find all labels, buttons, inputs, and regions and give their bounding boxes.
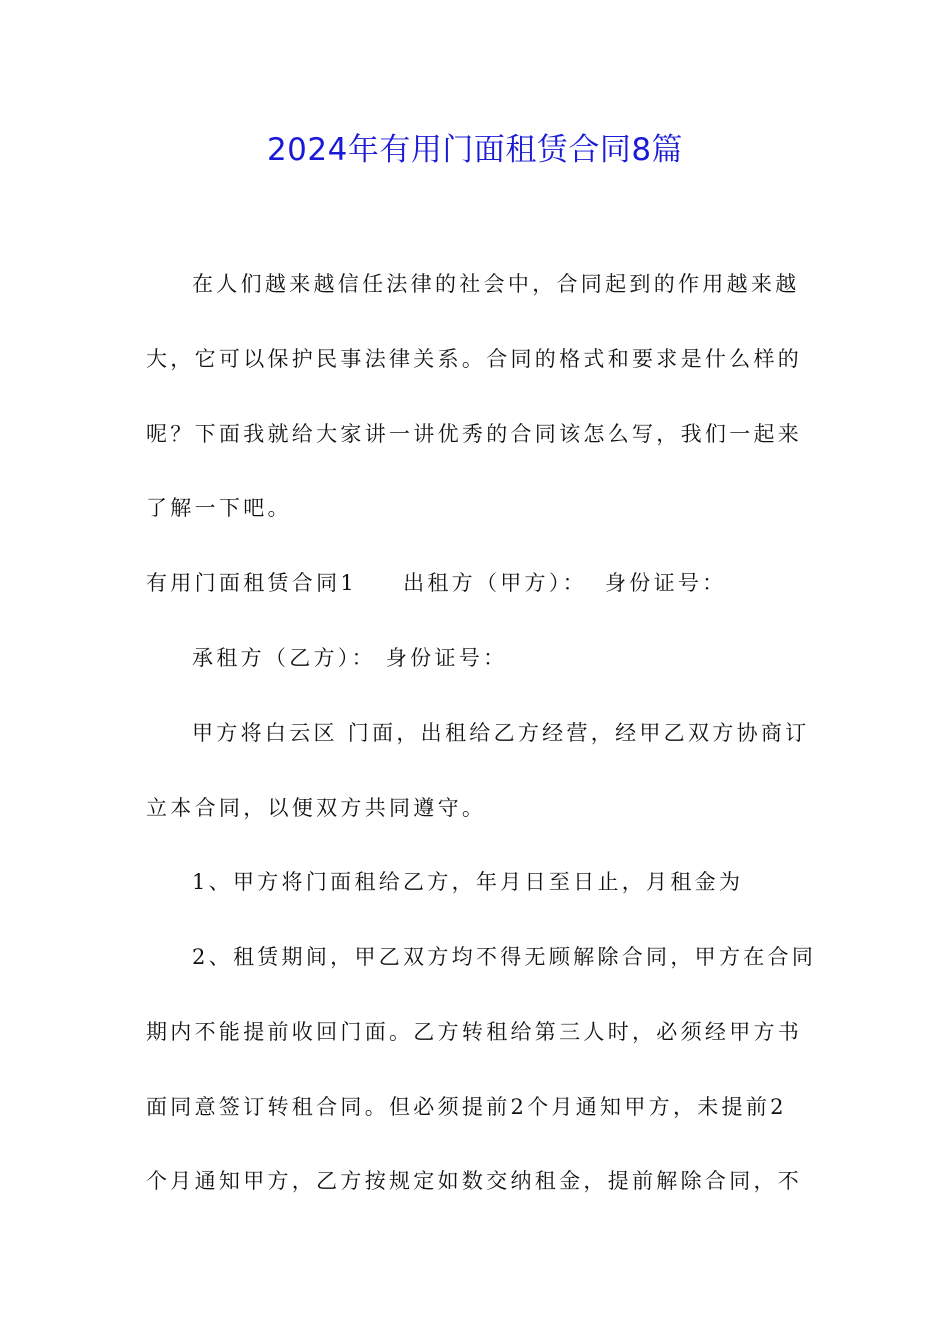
paragraph-line: 个月通知甲方，乙方按规定如数交纳租金，提前解除合同，不 <box>146 1169 803 1193</box>
paragraph-line: 立本合同，以便双方共同遵守。 <box>146 796 487 820</box>
document-title: 2024年有用门面租赁合同8篇 <box>266 132 684 168</box>
paragraph-line: 甲方将白云区 门面，出租给乙方经营，经甲乙双方协商订 <box>192 721 810 745</box>
lessee-line: 承租方（乙方）： 身份证号： <box>192 646 508 670</box>
lessor-id-label: 身份证号： <box>604 571 727 595</box>
paragraph-line: 期内不能提前收回门面。乙方转租给第三人时，必须经甲方书 <box>146 1020 803 1044</box>
paragraph-line: 了解一下吧。 <box>146 496 292 520</box>
clause-1: 1、甲方将门面租给乙方，年月日至日止，月租金为 <box>192 870 744 894</box>
paragraph-line: 大，它可以保护民事法律关系。合同的格式和要求是什么样的 <box>146 347 803 371</box>
paragraph-line: 在人们越来越信任法律的社会中，合同起到的作用越来越 <box>192 272 800 296</box>
contract-heading-line <box>146 568 726 598</box>
paragraph-line: 呢？下面我就给大家讲一讲优秀的合同该怎么写，我们一起来 <box>146 422 803 446</box>
clause-2: 2、租赁期间，甲乙双方均不得无顾解除合同，甲方在合同 <box>192 945 817 969</box>
contract-name: 有用门面租赁合同1 <box>146 571 358 595</box>
lessor-label: 出租方（甲方）： <box>403 571 587 595</box>
paragraph-line: 面同意签订转租合同。但必须提前2个月通知甲方，未提前2 <box>146 1095 787 1119</box>
